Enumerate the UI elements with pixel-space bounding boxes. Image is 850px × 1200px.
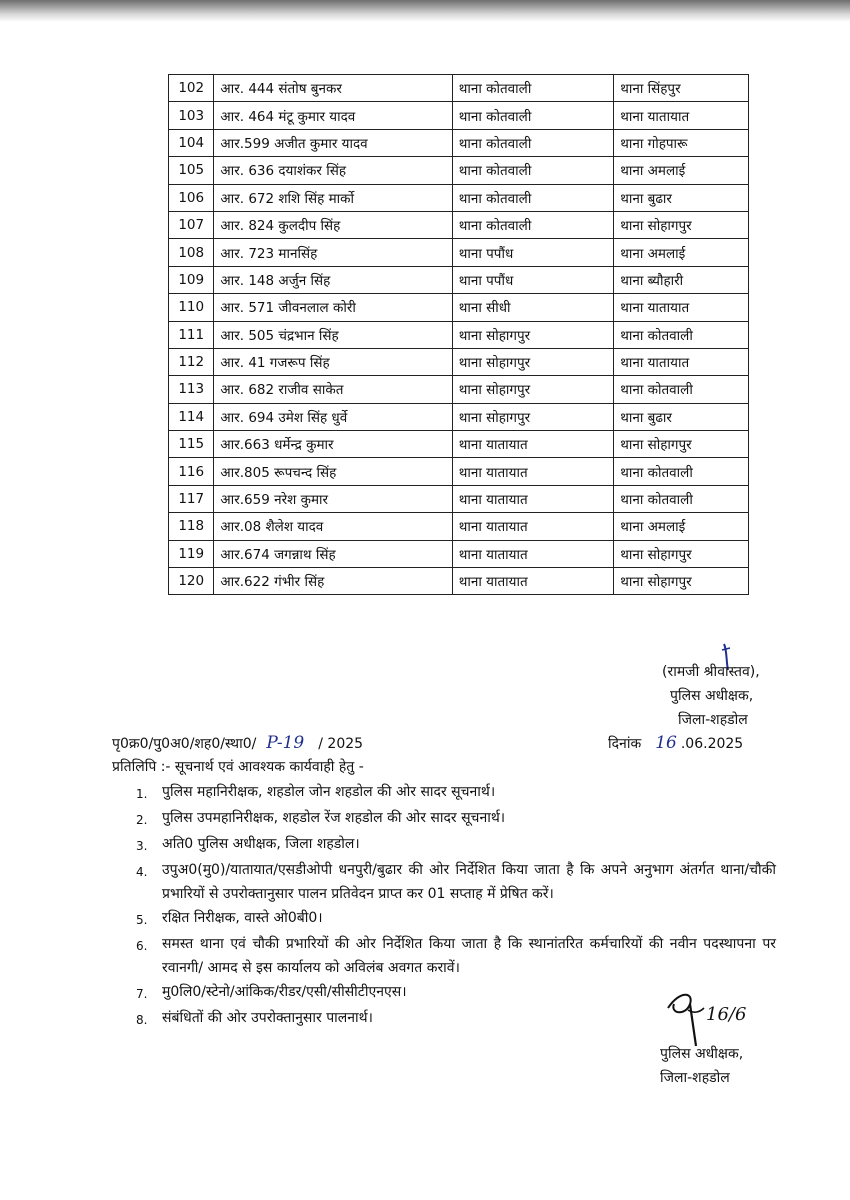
list-item-number: 4. bbox=[136, 865, 148, 879]
from-station-cell: थाना यातायात bbox=[452, 431, 613, 458]
table-row bbox=[169, 513, 749, 540]
reference-number bbox=[112, 733, 363, 753]
list-item-number: 1. bbox=[136, 787, 148, 801]
name-cell: आर. 636 दयाशंकर सिंह bbox=[214, 157, 452, 184]
from-station-cell: थाना कोतवाली bbox=[452, 102, 613, 129]
signatory-bottom bbox=[660, 1042, 743, 1090]
serial-cell: 116 bbox=[169, 458, 214, 485]
serial-cell: 103 bbox=[169, 102, 214, 129]
to-station-cell: थाना बुढार bbox=[614, 403, 749, 430]
name-cell: आर. 571 जीवनलाल कोरी bbox=[214, 294, 452, 321]
list-item-text: पुलिस महानिरीक्षक, शहडोल जोन शहडोल की ओर सादर सूचनार्थ। bbox=[162, 784, 496, 800]
table-row bbox=[169, 211, 749, 238]
table-row bbox=[169, 266, 749, 293]
serial-cell: 113 bbox=[169, 376, 214, 403]
to-station-cell: थाना यातायात bbox=[614, 348, 749, 375]
serial-cell: 120 bbox=[169, 568, 214, 595]
name-cell: आर. 723 मानसिंह bbox=[214, 239, 452, 266]
name-cell: आर.663 धर्मेन्द्र कुमार bbox=[214, 431, 452, 458]
serial-cell: 111 bbox=[169, 321, 214, 348]
from-station-cell: थाना कोतवाली bbox=[452, 184, 613, 211]
from-station-cell: थाना कोतवाली bbox=[452, 129, 613, 156]
name-cell: आर. 464 मंटू कुमार यादव bbox=[214, 102, 452, 129]
list-item-number: 5. bbox=[136, 913, 148, 927]
list-item bbox=[136, 806, 776, 832]
serial-cell: 119 bbox=[169, 540, 214, 567]
to-station-cell: थाना सोहागपुर bbox=[614, 568, 749, 595]
serial-cell: 117 bbox=[169, 485, 214, 512]
name-cell: आर. 672 शशि सिंह मार्को bbox=[214, 184, 452, 211]
name-cell: आर. 505 चंद्रभान सिंह bbox=[214, 321, 452, 348]
serial-cell: 104 bbox=[169, 129, 214, 156]
table-row bbox=[169, 485, 749, 512]
name-cell: आर. 694 उमेश सिंह धुर्वे bbox=[214, 403, 452, 430]
list-item bbox=[136, 832, 776, 858]
handwritten-day: 16 bbox=[655, 733, 677, 753]
serial-cell: 102 bbox=[169, 75, 214, 102]
signature-date: 16/6 bbox=[706, 1004, 747, 1025]
handwritten-reference: P-19 bbox=[266, 733, 305, 753]
from-station-cell: थाना सीधी bbox=[452, 294, 613, 321]
table-row bbox=[169, 239, 749, 266]
table-row bbox=[169, 75, 749, 102]
table-row bbox=[169, 294, 749, 321]
from-station-cell: थाना सोहागपुर bbox=[452, 348, 613, 375]
to-station-cell: थाना बुढार bbox=[614, 184, 749, 211]
name-cell: आर.622 गंभीर सिंह bbox=[214, 568, 452, 595]
signatory-district: जिला-शहडोल bbox=[678, 712, 748, 728]
from-station-cell: थाना कोतवाली bbox=[452, 75, 613, 102]
list-item bbox=[136, 932, 776, 980]
to-station-cell: थाना यातायात bbox=[614, 102, 749, 129]
to-station-cell: थाना कोतवाली bbox=[614, 485, 749, 512]
list-item-number: 8. bbox=[136, 1013, 148, 1027]
list-item-text: अति0 पुलिस अधीक्षक, जिला शहडोल। bbox=[162, 836, 360, 852]
table-row bbox=[169, 403, 749, 430]
list-item-number: 3. bbox=[136, 839, 148, 853]
to-station-cell: थाना कोतवाली bbox=[614, 458, 749, 485]
signatory-bottom-designation: पुलिस अधीक्षक, bbox=[660, 1046, 744, 1062]
name-cell: आर. 824 कुलदीप सिंह bbox=[214, 211, 452, 238]
signatory-designation: पुलिस अधीक्षक, bbox=[670, 688, 754, 704]
table-row bbox=[169, 458, 749, 485]
table-row bbox=[169, 321, 749, 348]
list-item-text: पुलिस उपमहानिरीक्षक, शहडोल रेंज शहडोल की ओर सादर सूचनार्थ। bbox=[162, 810, 506, 826]
to-station-cell: थाना सिंहपुर bbox=[614, 75, 749, 102]
serial-cell: 112 bbox=[169, 348, 214, 375]
to-station-cell: थाना सोहागपुर bbox=[614, 211, 749, 238]
transfer-table bbox=[168, 74, 749, 595]
table-row bbox=[169, 157, 749, 184]
to-station-cell: थाना ब्यौहारी bbox=[614, 266, 749, 293]
from-station-cell: थाना पपौंध bbox=[452, 266, 613, 293]
signatory-top bbox=[662, 660, 760, 732]
table-row bbox=[169, 102, 749, 129]
from-station-cell: थाना सोहागपुर bbox=[452, 376, 613, 403]
name-cell: आर. 444 संतोष बुनकर bbox=[214, 75, 452, 102]
serial-cell: 106 bbox=[169, 184, 214, 211]
list-item-number: 7. bbox=[136, 987, 148, 1001]
name-cell: आर.805 रूपचन्द सिंह bbox=[214, 458, 452, 485]
name-cell: आर. 41 गजरूप सिंह bbox=[214, 348, 452, 375]
date-label: दिनांक bbox=[608, 736, 642, 752]
signatory-bottom-district: जिला-शहडोल bbox=[660, 1070, 730, 1086]
to-station-cell: थाना अमलाई bbox=[614, 239, 749, 266]
to-station-cell: थाना सोहागपुर bbox=[614, 431, 749, 458]
to-station-cell: थाना कोतवाली bbox=[614, 321, 749, 348]
to-station-cell: थाना सोहागपुर bbox=[614, 540, 749, 567]
issue-date bbox=[608, 733, 743, 753]
to-station-cell: थाना यातायात bbox=[614, 294, 749, 321]
serial-cell: 115 bbox=[169, 431, 214, 458]
serial-cell: 109 bbox=[169, 266, 214, 293]
serial-cell: 118 bbox=[169, 513, 214, 540]
serial-cell: 107 bbox=[169, 211, 214, 238]
name-cell: आर.674 जगन्नाथ सिंह bbox=[214, 540, 452, 567]
reference-year: / 2025 bbox=[318, 736, 364, 752]
name-cell: आर.659 नरेश कुमार bbox=[214, 485, 452, 512]
to-station-cell: थाना गोहपारू bbox=[614, 129, 749, 156]
from-station-cell: थाना यातायात bbox=[452, 458, 613, 485]
name-cell: आर. 682 राजीव साकेत bbox=[214, 376, 452, 403]
signatory-name: (रामजी श्रीवास्तव), bbox=[662, 664, 760, 680]
from-station-cell: थाना सोहागपुर bbox=[452, 403, 613, 430]
serial-cell: 105 bbox=[169, 157, 214, 184]
list-item-text: संबंधितों की ओर उपरोक्तानुसार पालनार्थ। bbox=[162, 1010, 373, 1026]
serial-cell: 108 bbox=[169, 239, 214, 266]
list-item-text: समस्त थाना एवं चौकी प्रभारियों की ओर निर्देशित किया जाता है कि स्थानांतरित कर्मचारियों की नवीन पदस्थापना पर रवानगी/ आमद से इस कार्यालय को अविलंब अवगत करावें। bbox=[162, 936, 776, 976]
copy-heading: प्रतिलिपि :- सूचनार्थ एवं आवश्यक कार्यवाही हेतु - bbox=[112, 759, 364, 775]
table-row bbox=[169, 129, 749, 156]
from-station-cell: थाना यातायात bbox=[452, 485, 613, 512]
table-row bbox=[169, 540, 749, 567]
serial-cell: 110 bbox=[169, 294, 214, 321]
table-row bbox=[169, 431, 749, 458]
table-row bbox=[169, 348, 749, 375]
serial-cell: 114 bbox=[169, 403, 214, 430]
name-cell: आर. 148 अर्जुन सिंह bbox=[214, 266, 452, 293]
list-item bbox=[136, 780, 776, 806]
from-station-cell: थाना पपौंध bbox=[452, 239, 613, 266]
date-suffix: .06.2025 bbox=[680, 736, 744, 752]
list-item-number: 6. bbox=[136, 939, 148, 953]
to-station-cell: थाना अमलाई bbox=[614, 513, 749, 540]
list-item-text: रक्षित निरीक्षक, वास्ते ओ0बी0। bbox=[162, 910, 323, 926]
from-station-cell: थाना यातायात bbox=[452, 513, 613, 540]
table-row bbox=[169, 376, 749, 403]
reference-prefix: पृ0क्र0/पु0अ0/शह0/स्था0/ bbox=[112, 736, 257, 752]
to-station-cell: थाना अमलाई bbox=[614, 157, 749, 184]
from-station-cell: थाना कोतवाली bbox=[452, 211, 613, 238]
handwritten-signature bbox=[660, 980, 780, 1050]
from-station-cell: थाना यातायात bbox=[452, 540, 613, 567]
list-item-text: उपुअ0(मु0)/यातायात/एसडीओपी धनपुरी/बुढार की ओर निर्देशित किया जाता है कि अपने अनुभाग अंतर्गत थाना/चौकी प्रभारियों से उपरोक्तानुसार पालन प्रतिवेदन प्राप्त कर 01 सप्ताह में प्रेषित करें। bbox=[162, 862, 776, 902]
name-cell: आर.599 अजीत कुमार यादव bbox=[214, 129, 452, 156]
list-item bbox=[136, 906, 776, 932]
name-cell: आर.08 शैलेश यादव bbox=[214, 513, 452, 540]
table-row bbox=[169, 184, 749, 211]
list-item bbox=[136, 858, 776, 906]
scan-top-edge bbox=[0, 0, 850, 22]
from-station-cell: थाना यातायात bbox=[452, 568, 613, 595]
list-item-text: मु0लि0/स्टेनो/आंकिक/रीडर/एसी/सीसीटीएनएस। bbox=[162, 984, 407, 1000]
table-row bbox=[169, 568, 749, 595]
list-item-number: 2. bbox=[136, 813, 148, 827]
from-station-cell: थाना सोहागपुर bbox=[452, 321, 613, 348]
to-station-cell: थाना कोतवाली bbox=[614, 376, 749, 403]
from-station-cell: थाना कोतवाली bbox=[452, 157, 613, 184]
